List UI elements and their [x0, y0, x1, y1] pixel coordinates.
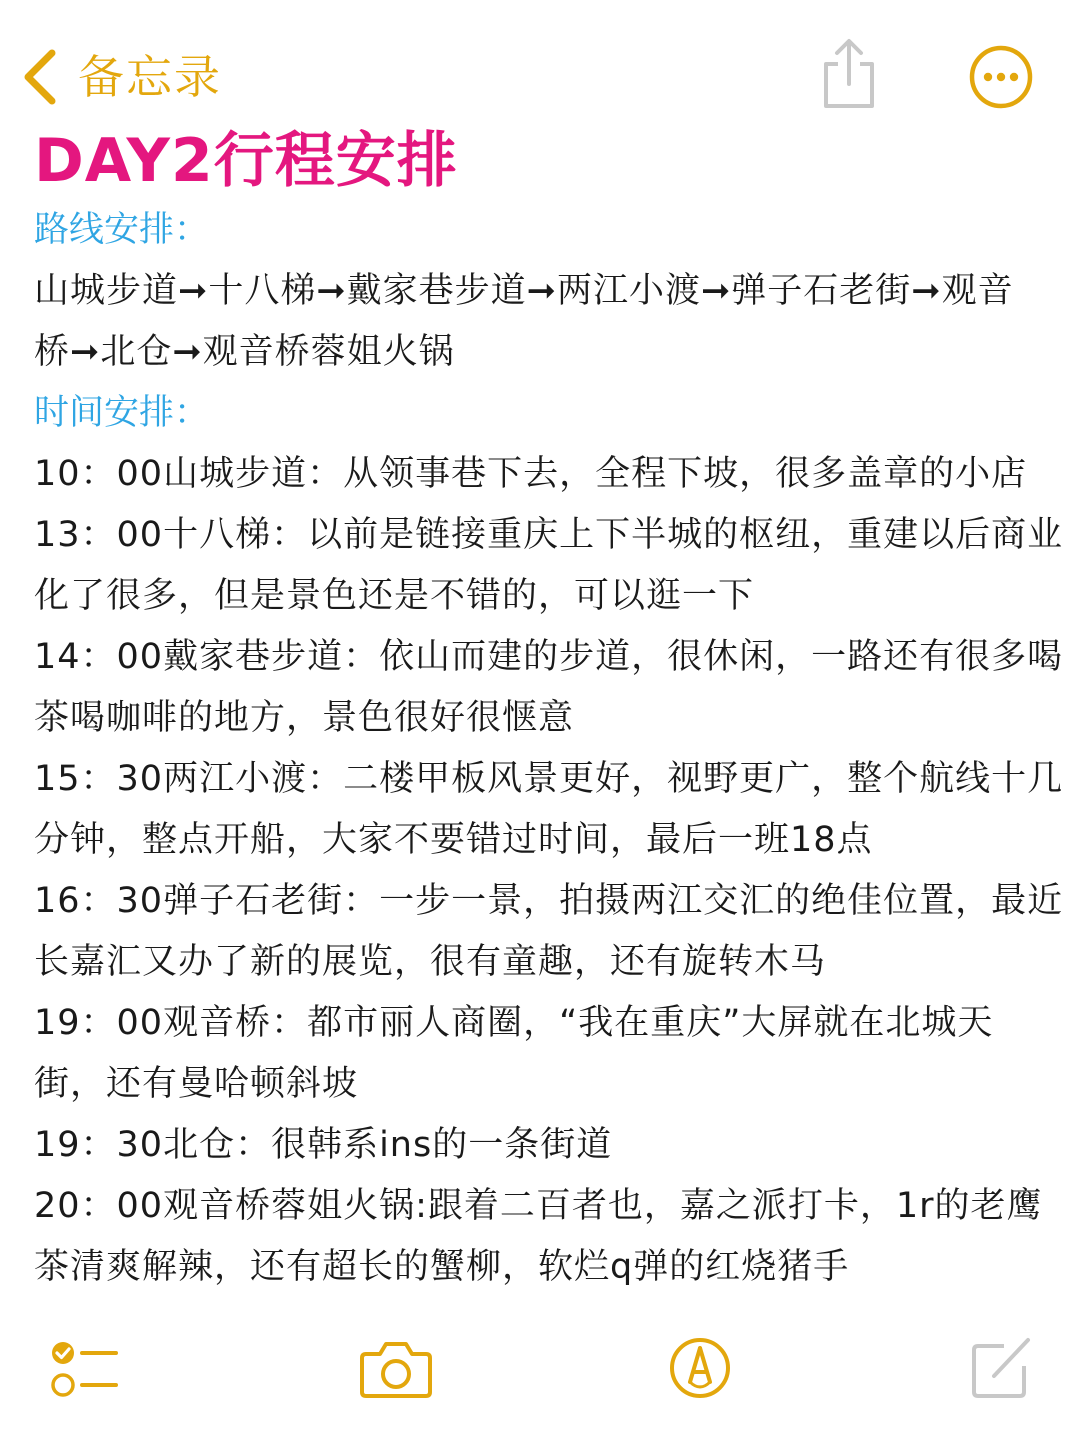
schedule-item: 10：00山城步道：从领事巷下去，全程下坡，很多盖章的小店 [34, 454, 1028, 494]
checklist-button[interactable] [50, 1340, 120, 1398]
share-icon [818, 97, 880, 116]
note-title: DAY2行程安排 [34, 126, 458, 196]
share-button[interactable] [818, 38, 880, 112]
bottom-toolbar [0, 1320, 1080, 1430]
schedule-item: 19：30北仓：很韩系ins的一条街道 [34, 1125, 613, 1165]
checklist-icon [50, 1340, 120, 1398]
schedule-item: 16：30弹子石老街：一步一景，拍摄两江交汇的绝佳位置，最近长嘉汇又办了新的展览，很有童趣，还有旋转木马 [34, 881, 1064, 982]
back-label: 备忘录 [78, 50, 222, 104]
schedule-item: 20：00观音桥蓉姐火锅:跟着二百者也，嘉之派打卡，1r的老鹰茶清爽解辣，还有超长的蟹柳，软烂q弹的红烧猪手 [34, 1186, 1043, 1287]
compose-button[interactable] [970, 1334, 1034, 1400]
schedule-heading: 时间安排： [34, 393, 210, 433]
markup-icon [668, 1336, 732, 1400]
schedule-item: 19：00观音桥：都市丽人商圈，“我在重庆”大屏就在北城天街，还有曼哈顿斜坡 [34, 1003, 994, 1104]
schedule-item: 15：30两江小渡：二楼甲板风景更好，视野更广，整个航线十几分钟，整点开船，大家不要错过时间，最后一班18点 [34, 759, 1064, 860]
note-body[interactable] [34, 124, 1064, 1298]
markup-button[interactable] [668, 1336, 732, 1400]
more-button[interactable] [968, 44, 1034, 110]
camera-button[interactable] [358, 1338, 434, 1400]
back-button[interactable] [22, 42, 222, 112]
navigation-bar [0, 0, 1080, 130]
schedule-item: 14：00戴家巷步道：依山而建的步道，很休闲，一路还有很多喝茶喝咖啡的地方，景色很好很惬意 [34, 637, 1064, 738]
route-heading: 路线安排： [34, 210, 210, 250]
schedule-item: 13：00十八梯：以前是链接重庆上下半城的枢纽，重建以后商业化了很多，但是景色还是不错的，可以逛一下 [34, 515, 1064, 616]
camera-icon [358, 1338, 434, 1400]
compose-icon [970, 1334, 1034, 1400]
route-text: 山城步道➞十八梯➞戴家巷步道➞两江小渡➞弹子石老街➞观音桥➞北仓➞观音桥蓉姐火锅 [34, 271, 1014, 372]
chevron-left-icon [22, 49, 58, 105]
more-icon [968, 95, 1034, 114]
